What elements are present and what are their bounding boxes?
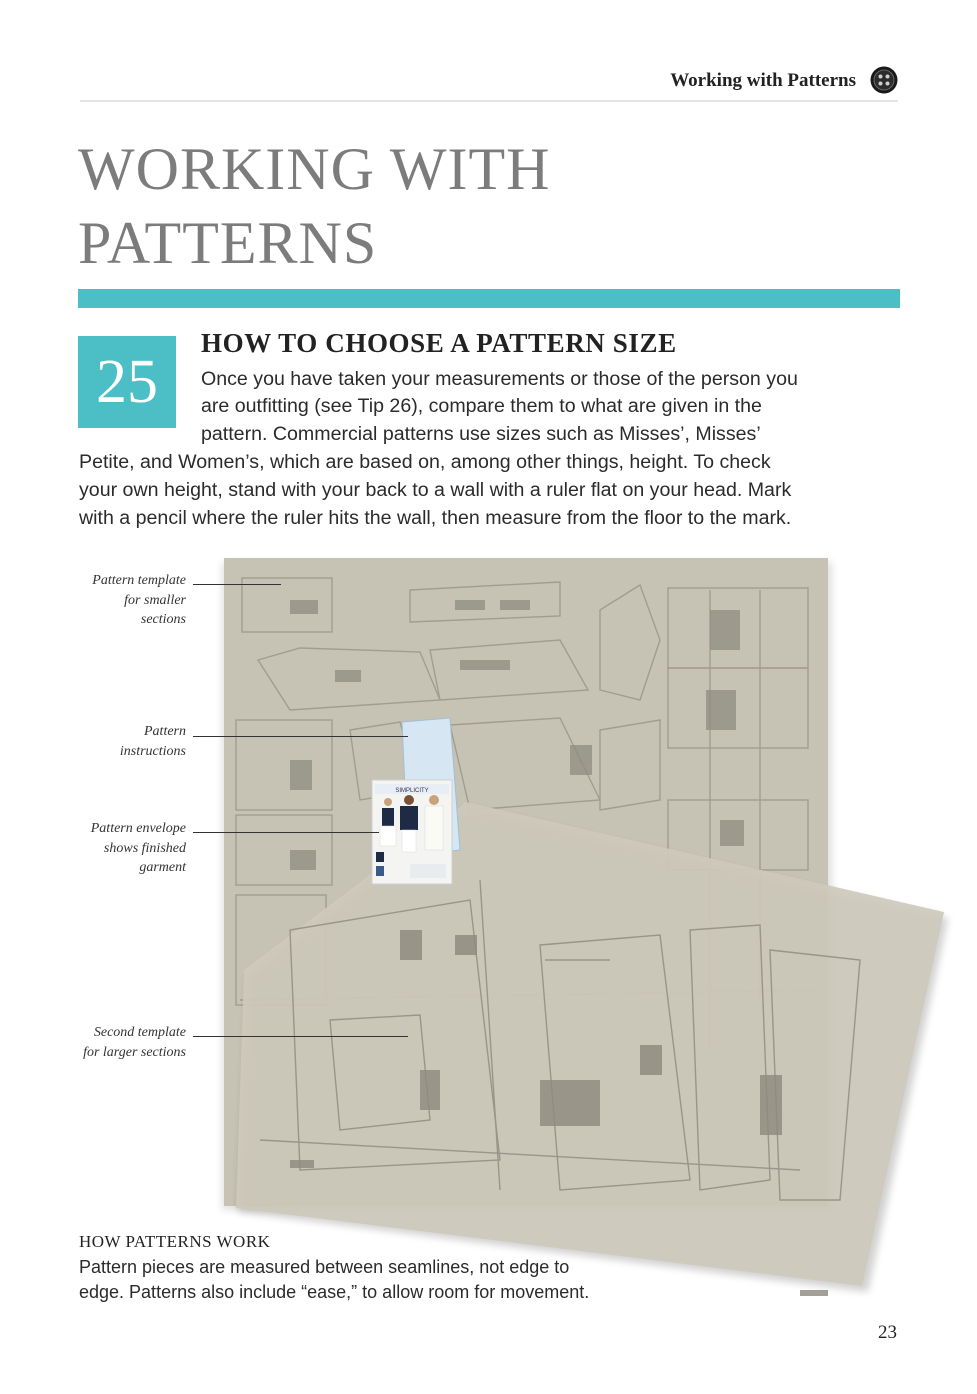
page-number: 23 xyxy=(878,1322,897,1343)
callout-line: Pattern envelope xyxy=(90,821,186,836)
tip-body-line: your own height, stand with your back to a wall with a ruler flat on your head. Mark xyxy=(79,479,792,501)
callout-line: Pattern template xyxy=(92,573,186,588)
tip-body-line: with a pencil where the ruler hits the wall, then measure from the floor to the mark. xyxy=(79,507,792,529)
caption-title: HOW PATTERNS WORK xyxy=(79,1232,271,1251)
tip-body-line: pattern. Commercial patterns use sizes such as Misses’, Misses’ xyxy=(201,423,761,445)
pattern-envelope xyxy=(372,780,452,884)
envelope-brand: SIMPLICITY xyxy=(395,788,429,794)
tip-heading: HOW TO CHOOSE A PATTERN SIZE xyxy=(201,328,677,358)
caption-line: Pattern pieces are measured between seamlines, not edge to xyxy=(79,1257,570,1277)
caption-line: edge. Patterns also include “ease,” to allow room for movement. xyxy=(79,1282,590,1302)
callout-leader-line xyxy=(193,1036,408,1037)
tip-number-badge: 25 xyxy=(78,336,176,428)
callout-pattern-instructions xyxy=(46,722,186,761)
callout-line: garment xyxy=(139,860,186,875)
tip-body-line: are outfitting (see Tip 26), compare them to what are given in the xyxy=(201,395,762,417)
callout-pattern-envelope xyxy=(46,819,186,878)
page-title-line-2: PATTERNS xyxy=(78,210,378,276)
callout-second-template xyxy=(46,1023,186,1062)
running-title: Working with Patterns xyxy=(670,70,856,91)
callout-line: shows finished xyxy=(103,840,186,856)
callout-line: for smaller xyxy=(124,592,186,608)
callout-leader-line xyxy=(193,736,408,737)
callout-leader-line xyxy=(193,584,281,585)
tip-body-line: Petite, and Women’s, which are based on, among other things, height. To check xyxy=(79,451,771,473)
callout-pattern-template xyxy=(46,571,186,630)
callout-line: Pattern xyxy=(144,724,186,739)
page-title-line-1: WORKING WITH xyxy=(78,136,551,202)
callout-line: Second template xyxy=(93,1025,186,1040)
tip-body-line: Once you have taken your measurements or those of the person you xyxy=(201,368,798,390)
callout-line: sections xyxy=(140,612,186,627)
callout-line: instructions xyxy=(119,743,186,759)
callout-line: for larger sections xyxy=(83,1044,186,1060)
callout-leader-line xyxy=(193,832,379,833)
